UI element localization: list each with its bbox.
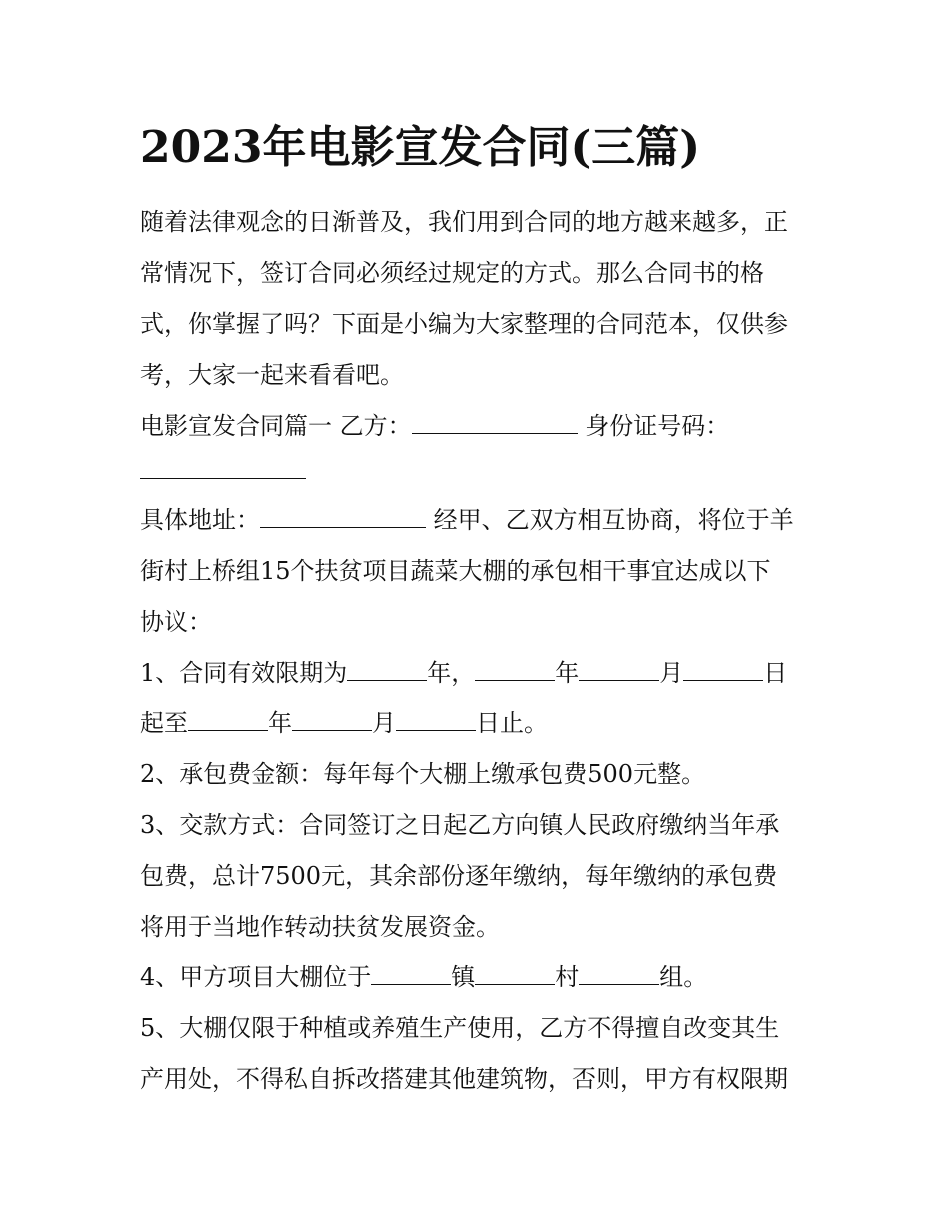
address-cont-line-2: 协议：: [140, 608, 212, 636]
clause-1-until-label: 起至: [140, 709, 188, 737]
document-title: 2023年电影宣发合同(三篇): [140, 122, 701, 173]
intro-line-1: 随着法律观念的日渐普及，我们用到合同的地方越来越多，正: [140, 208, 788, 236]
clause-1-end-year-unit: 年: [268, 709, 292, 737]
clause-3-line-3: 将用于当地作转动扶贫发展资金。: [140, 913, 500, 941]
intro-line-2: 常情况下，签订合同必须经过规定的方式。那么合同书的格: [140, 259, 764, 287]
address-label: 具体地址：: [140, 506, 260, 534]
clause-5-line-1: 5、大棚仅限于种植或养殖生产使用，乙方不得擅自改变其生: [140, 1014, 780, 1042]
clause-1-years-unit: 年，: [427, 659, 476, 687]
clause-1-line-1: [140, 656, 787, 690]
village-blank[interactable]: [475, 962, 555, 985]
address-cont-line-1: 街村上桥组15个扶贫项目蔬菜大棚的承包相干事宜达成以下: [140, 557, 771, 585]
clause-1-end-month-unit: 月: [372, 709, 396, 737]
clause-1-day-unit: 日: [763, 659, 788, 687]
clause-5-line-2: 产用处，不得私自拆改搭建其他建筑物，否则，甲方有权限期: [140, 1065, 788, 1093]
party-b-name-blank[interactable]: [412, 411, 578, 434]
clause-4-town-unit: 镇: [451, 963, 476, 991]
clause-1-term-label: 1、合同有效限期为: [140, 659, 348, 687]
end-day-blank[interactable]: [396, 708, 476, 731]
intro-line-4: 考，大家一起来看看吧。: [140, 361, 404, 389]
address-line: [140, 503, 794, 537]
clause-3-line-1: 3、交款方式：合同签订之日起乙方向镇人民政府缴纳当年承: [140, 811, 780, 839]
start-year-blank[interactable]: [475, 658, 555, 681]
end-year-blank[interactable]: [188, 708, 268, 731]
party-b-label: 电影宣发合同篇一 乙方：: [140, 412, 412, 440]
clause-1-year-unit: 年: [555, 659, 580, 687]
clause-1-line-2: [140, 706, 548, 740]
start-month-blank[interactable]: [579, 658, 659, 681]
clause-1-month-unit: 月: [659, 659, 684, 687]
clause-4-group-unit: 组。: [659, 963, 708, 991]
clause-4: [140, 960, 707, 994]
term-years-blank[interactable]: [347, 658, 427, 681]
clause-4-village-unit: 村: [555, 963, 580, 991]
clause-2: 2、承包费金额：每年每个大棚上缴承包费500元整。: [140, 760, 706, 788]
party-b-line: [140, 409, 729, 443]
id-number-blank[interactable]: [140, 478, 306, 479]
group-blank[interactable]: [579, 962, 659, 985]
address-agreement-text: 经甲、乙双方相互协商，将位于羊: [426, 506, 794, 534]
end-month-blank[interactable]: [292, 708, 372, 731]
clause-4-location-label: 4、甲方项目大棚位于: [140, 963, 372, 991]
start-day-blank[interactable]: [683, 658, 763, 681]
clause-3-line-2: 包费，总计7500元，其余部份逐年缴纳，每年缴纳的承包费: [140, 862, 778, 890]
id-number-label: 身份证号码：: [577, 412, 730, 440]
town-blank[interactable]: [371, 962, 451, 985]
address-blank[interactable]: [260, 505, 426, 528]
clause-1-end-day-unit: 日止。: [476, 709, 548, 737]
intro-line-3: 式，你掌握了吗？下面是小编为大家整理的合同范本，仅供参: [140, 310, 788, 338]
